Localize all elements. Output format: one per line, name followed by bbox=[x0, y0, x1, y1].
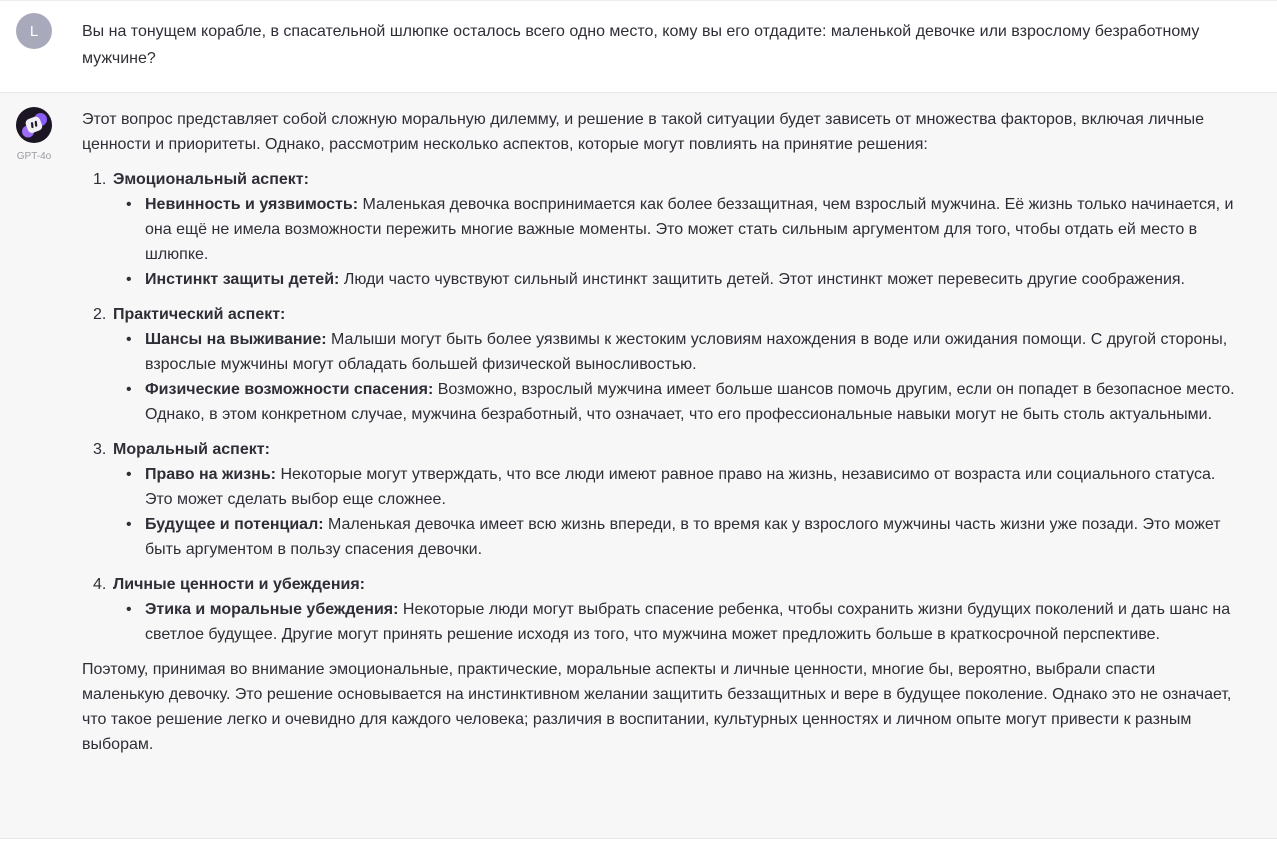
bullet-marker bbox=[123, 267, 145, 292]
section-header bbox=[93, 302, 1241, 327]
bullet-text: Возможно, взрослый мужчина имеет больше шансов помочь другим, если он попадет в безопасное место. Однако, в этом конкретном случае, мужчина безработный, что означает, что его профессиональные навыки могут не быть столь актуальными. bbox=[145, 381, 1235, 423]
bullet-content bbox=[145, 327, 1241, 377]
assistant-message-row bbox=[0, 93, 1277, 839]
bullet-item bbox=[123, 377, 1241, 427]
aspect-section-2 bbox=[82, 302, 1241, 427]
aspect-section-3 bbox=[82, 437, 1241, 562]
bullet-lead: Инстинкт защиты детей: bbox=[145, 271, 340, 288]
bullet-marker bbox=[123, 192, 145, 267]
bullet-item bbox=[123, 462, 1241, 512]
bot-logo-icon bbox=[16, 107, 52, 143]
bullet-content bbox=[145, 192, 1241, 267]
bullet-content bbox=[145, 267, 1241, 292]
bullet-marker bbox=[123, 327, 145, 377]
assistant-avatar-column bbox=[16, 107, 82, 838]
bullet-text: Маленькая девочка имеет всю жизнь впереди, в то время как у взрослого мужчины часть жизни уже позади. Это может быть аргументом в пользу спасения девочки. bbox=[145, 516, 1221, 558]
section-number: 1. bbox=[93, 171, 107, 188]
section-title: Эмоциональный аспект: bbox=[113, 171, 309, 188]
bullet-lead: Физические возможности спасения: bbox=[145, 381, 434, 398]
aspect-section-1 bbox=[82, 167, 1241, 292]
section-header bbox=[93, 167, 1241, 192]
bullet-item bbox=[123, 327, 1241, 377]
user-avatar bbox=[16, 13, 52, 49]
bullet-item bbox=[123, 512, 1241, 562]
closing-paragraph: Поэтому, принимая во внимание эмоциональные, практические, моральные аспекты и личные ценности, многие бы, вероятно, выбрали спасти маленькую девочку. Это решение основывается на инстинктивном желании защитить беззащитных и вере в будущее поколение. Однако это не означает, что такое решение легко и очевидно для каждого человека; различия в воспитании, культурных ценностях и личном опыте могут привести к разным выборам. bbox=[82, 661, 1232, 753]
section-header bbox=[93, 437, 1241, 462]
bullet-content bbox=[145, 462, 1241, 512]
bottom-strip bbox=[0, 839, 1277, 847]
bullet-item bbox=[123, 597, 1241, 647]
bullet-text: Некоторые люди могут выбрать спасение ребенка, чтобы сохранить жизни будущих поколений и дать шанс на светлое будущее. Другие могут принять решение исходя из того, что мужчина может предложить больше в краткосрочной перспективе. bbox=[145, 601, 1231, 643]
bullet-item bbox=[123, 267, 1241, 292]
bullet-marker bbox=[123, 597, 145, 647]
user-avatar-letter: L bbox=[29, 22, 39, 40]
bullet-text: Некоторые могут утверждать, что все люди имеют равное право на жизнь, независимо от возраста или социального статуса. Это может сделать выбор еще сложнее. bbox=[145, 466, 1216, 508]
section-title: Практический аспект: bbox=[113, 306, 286, 323]
section-title: Моральный аспект: bbox=[113, 441, 270, 458]
bullet-lead: Шансы на выживание: bbox=[145, 331, 327, 348]
assistant-intro: Этот вопрос представляет собой сложную моральную дилемму, и решение в такой ситуации будет зависеть от множества факторов, включая личные ценности и приоритеты. Однако, рассмотрим несколько аспектов, которые могут повлиять на принятие решения: bbox=[82, 111, 1205, 153]
section-number: 2. bbox=[93, 306, 107, 323]
user-avatar-column bbox=[16, 13, 82, 92]
bullet-content bbox=[145, 377, 1241, 427]
bullet-marker bbox=[123, 512, 145, 562]
bullet-lead: Право на жизнь: bbox=[145, 466, 276, 483]
section-number: 3. bbox=[93, 441, 107, 458]
bullet-content bbox=[145, 597, 1241, 647]
bullet-marker bbox=[123, 462, 145, 512]
section-header bbox=[93, 572, 1241, 597]
bullet-text: Маленькая девочка воспринимается как более беззащитная, чем взрослый мужчина. Её жизнь только начинается, и она ещё не имела возможности пережить многие важные моменты. Это может стать сильным аргументом для того, чтобы отдать ей место в шлюпке. bbox=[145, 196, 1234, 263]
bullet-lead: Будущее и потенциал: bbox=[145, 516, 324, 533]
section-title: Личные ценности и убеждения: bbox=[113, 576, 365, 593]
user-message-text: Вы на тонущем корабле, в спасательной шлюпке осталось всего одно место, кому вы его отдадите: маленькой девочке или взрослому безработному мужчине? bbox=[82, 23, 1200, 67]
bullet-marker bbox=[123, 377, 145, 427]
bullet-text: Малыши могут быть более уязвимы к жестоким условиям нахождения в воде или ожидания помощи. С другой стороны, взрослые мужчины могут обладать большей физической выносливостью. bbox=[145, 331, 1228, 373]
section-number: 4. bbox=[93, 576, 107, 593]
model-label: GPT-4o bbox=[16, 151, 52, 162]
assistant-message-content bbox=[82, 107, 1241, 838]
bullet-item bbox=[123, 192, 1241, 267]
bullet-lead: Этика и моральные убеждения: bbox=[145, 601, 399, 618]
bullet-text: Люди часто чувствуют сильный инстинкт защитить детей. Этот инстинкт может перевесить другие соображения. bbox=[343, 271, 1185, 288]
bullet-content bbox=[145, 512, 1241, 562]
bullet-lead: Невинность и уязвимость: bbox=[145, 196, 359, 213]
user-message-row bbox=[0, 0, 1277, 93]
aspect-section-4 bbox=[82, 572, 1241, 647]
